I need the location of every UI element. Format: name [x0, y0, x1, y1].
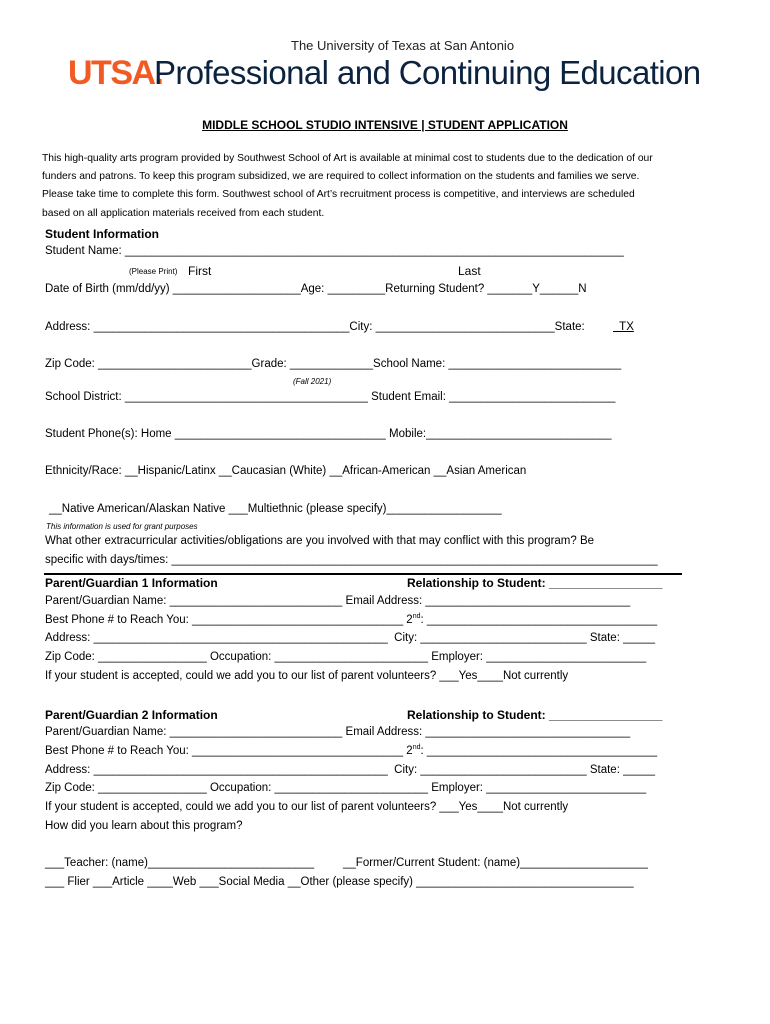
first-name-label: First — [188, 264, 212, 278]
intro-line: This high-quality arts program provided by Southwest School of Art is available at minimal cost to students due to the dedication of our — [42, 153, 653, 164]
guardian2-phone-field[interactable] — [45, 744, 657, 757]
guardian2-phone-sup: nd — [412, 744, 421, 751]
conflict-field[interactable]: specific with days/times: ____________________________________________________________________________ — [45, 554, 658, 566]
guardian2-name-email-field[interactable]: Parent/Guardian Name: ___________________________ Email Address: ________________________________ — [45, 726, 631, 738]
guardian1-phone-tail: : ____________________________________ — [420, 613, 658, 626]
guardian2-phone-label: Best Phone # to Reach You: _________________________________ 2 — [45, 744, 413, 757]
conflict-question: What other extracurricular activities/obligations are you involved with that may conflict with this program? Be — [45, 535, 595, 547]
learn-question: How did you learn about this program? — [45, 820, 243, 832]
guardian1-relationship-field[interactable]: Relationship to Student: _________________ — [407, 576, 663, 590]
guardian1-name-email-field[interactable]: Parent/Guardian Name: ___________________________ Email Address: ________________________________ — [45, 595, 631, 607]
utsa-logo: UTSA. — [68, 54, 163, 92]
student-phone-field[interactable]: Student Phone(s): Home _________________________________ Mobile:_____________________________ — [45, 428, 612, 440]
guardian1-phone-field[interactable] — [45, 613, 657, 626]
program-name: Professional and Continuing Education — [154, 54, 701, 91]
guardian1-phone-sup: nd — [412, 613, 421, 620]
zip-grade-school-field[interactable]: Zip Code: ________________________Grade: _____________School Name: ___________________________ — [45, 358, 622, 370]
last-name-label: Last — [458, 264, 481, 278]
grant-purpose-note: This information is used for grant purposes — [46, 522, 198, 531]
state-value[interactable]: TX — [613, 321, 634, 333]
guardian2-heading: Parent/Guardian 2 Information — [45, 708, 218, 722]
intro-paragraph — [42, 150, 742, 223]
ethnicity-options[interactable]: Ethnicity/Race: __Hispanic/Latinx __Caucasian (White) __African-American __Asian American — [45, 465, 527, 477]
guardian1-heading: Parent/Guardian 1 Information — [45, 576, 218, 590]
ethnicity-options-2[interactable]: __Native American/Alaskan Native ___Multiethnic (please specify)__________________ — [49, 503, 502, 515]
guardian1-address-field[interactable]: Address: ______________________________________________ City: __________________________ State: _____ — [45, 632, 656, 644]
student-info-heading: Student Information — [45, 227, 159, 241]
learn-student-field[interactable]: __Former/Current Student: (name)____________________ — [343, 857, 648, 869]
guardian2-phone-tail: : ____________________________________ — [420, 744, 658, 757]
district-email-field[interactable]: School District: ______________________________________ Student Email: __________________________ — [45, 391, 616, 403]
guardian2-zip-occupation-field[interactable]: Zip Code: _________________ Occupation: ________________________ Employer: _________________________ — [45, 782, 647, 794]
intro-line: funders and patrons. To keep this program subsidized, we are required to collect information on the students and families we serve. — [42, 171, 640, 183]
learn-source-options[interactable]: ___ Flier ___Article ____Web ___Social Media __Other (please specify) __________________________________ — [45, 876, 634, 888]
guardian1-phone-label: Best Phone # to Reach You: _________________________________ 2 — [45, 613, 413, 626]
university-name: The University of Texas at San Antonio — [291, 38, 515, 53]
form-title: MIDDLE SCHOOL STUDIO INTENSIVE | STUDENT APPLICATION — [202, 118, 568, 132]
fall-note: (Fall 2021) — [293, 377, 332, 386]
intro-line: based on all application materials received from each student. — [42, 207, 325, 219]
student-name-field[interactable]: Student Name: ______________________________________________________________________________ — [45, 245, 624, 257]
guardian1-zip-occupation-field[interactable]: Zip Code: _________________ Occupation: ________________________ Employer: _________________________ — [45, 651, 647, 663]
intro-line: Please take time to complete this form. Southwest school of Art’s recruitment process is competitive, and interviews are scheduled — [42, 189, 635, 201]
please-print-note: (Please Print) — [129, 267, 178, 276]
address-city-state-field[interactable]: Address: ________________________________________City: ____________________________State: — [45, 321, 585, 333]
guardian2-address-field[interactable]: Address: ______________________________________________ City: __________________________ State: _____ — [45, 764, 656, 776]
guardian2-volunteer-field[interactable]: If your student is accepted, could we add you to our list of parent volunteers? ___Yes____Not currently — [45, 801, 569, 813]
learn-teacher-field[interactable]: ___Teacher: (name)__________________________ — [45, 857, 315, 869]
section-divider — [44, 573, 682, 575]
guardian2-relationship-field[interactable]: Relationship to Student: _________________ — [407, 708, 663, 722]
dob-age-returning-field[interactable]: Date of Birth (mm/dd/yy) ____________________Age: _________Returning Student? _______Y______N — [45, 283, 587, 295]
guardian1-volunteer-field[interactable]: If your student is accepted, could we add you to our list of parent volunteers? ___Yes____Not currently — [45, 670, 569, 682]
